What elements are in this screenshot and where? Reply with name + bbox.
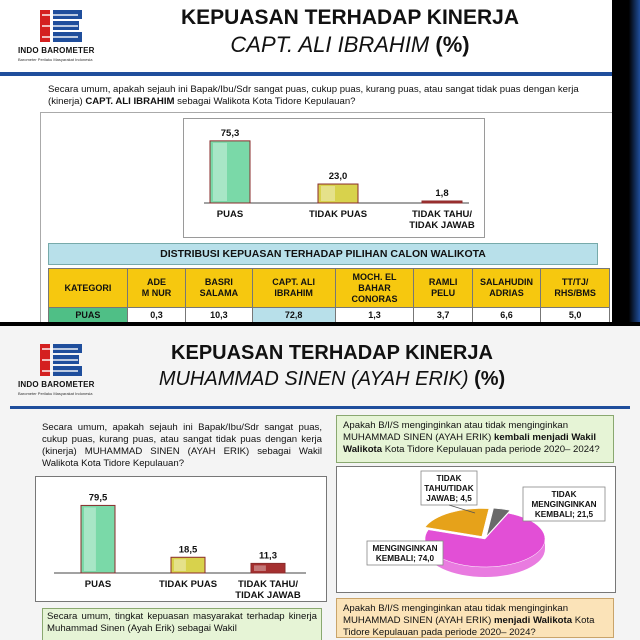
category-label: PUAS — [84, 579, 112, 590]
indo-barometer-logo-icon — [38, 8, 84, 44]
page-title — [122, 342, 542, 391]
bar-chart-ali — [183, 118, 485, 238]
slide-top — [0, 0, 612, 322]
svg-text:MENGINGINKAN: MENGINGINKAN — [531, 500, 597, 509]
svg-text:KEMBALI; 21,5: KEMBALI; 21,5 — [534, 510, 594, 519]
table-header: BASRI SALAMA — [186, 269, 253, 308]
pie-label — [421, 471, 477, 505]
table-header: KATEGORI — [49, 269, 128, 308]
bar-group — [251, 563, 285, 573]
svg-text:TIDAK: TIDAK — [551, 490, 577, 499]
question-text-left: Secara umum, apakah sejauh ini Bapak/Ibu/Sdr sangat puas, cukup puas, kurang puas, atau sangat tidak puas dengan kerja (kinerja) MUHAMMAD SINEN (AYAH ERIK) sebagai Wakil Walikota Kota Tidore Kepulauan? — [42, 422, 322, 469]
bar-value-label: 1,8 — [435, 188, 449, 199]
table-header: TT/TJ/ RHS/BMS — [541, 269, 610, 308]
category-label: TIDAK JAWAB — [235, 590, 301, 601]
logo — [18, 6, 108, 68]
logo-name: INDO BAROMETER — [18, 46, 95, 55]
distribution-table — [48, 268, 610, 322]
bar-highlight — [84, 507, 96, 571]
title-line1: KEPUASAN TERHADAP KINERJA — [181, 6, 519, 29]
pie-label — [523, 487, 605, 521]
title-pct: (%) — [435, 32, 470, 57]
bar-value-label: 11,3 — [259, 550, 277, 562]
bar-chart-sinen-canvas — [36, 477, 326, 601]
svg-text:TAHU/TIDAK: TAHU/TIDAK — [424, 484, 474, 493]
title-line1: KEPUASAN TERHADAP KINERJA — [171, 342, 493, 364]
bar — [422, 201, 462, 203]
svg-text:MENGINGINKAN: MENGINGINKAN — [372, 544, 438, 553]
title-name: MUHAMMAD SINEN (AYAH ERIK) — [158, 368, 469, 390]
question-text-right: Apakah B/I/S menginginkan atau tidak menginginkan MUHAMMAD SINEN (AYAH ERIK) kembali menjadi Wakil Walikota Kota Tidore Kepulauan pada periode 2020– 2024? — [336, 415, 614, 463]
bar-chart-sinen — [35, 476, 327, 602]
indo-barometer-logo-icon — [38, 342, 84, 378]
table-cell: 72,8 — [252, 308, 335, 323]
logo-tagline: Barometer Perilaku Masyarakat Indonesia — [18, 391, 93, 396]
bar-highlight — [254, 565, 266, 571]
svg-text:TIDAK: TIDAK — [436, 474, 462, 483]
question-text-bottom-left: Secara umum, tingkat kepuasan masyarakat terhadap kinerja Muhammad Sinen (Ayah Erik) sebagai Wakil — [42, 608, 322, 640]
category-label: TIDAK PUAS — [158, 579, 218, 590]
svg-text:JAWAB; 4,5: JAWAB; 4,5 — [426, 494, 472, 503]
pie-label — [367, 541, 443, 565]
bar-group — [171, 557, 205, 573]
bar-highlight — [213, 143, 227, 201]
table-cell: 0,3 — [127, 308, 185, 323]
bar-group — [422, 201, 462, 203]
bar-value-label: 79,5 — [88, 492, 108, 504]
category-label: TIDAK JAWAB — [409, 220, 475, 231]
svg-text:KEMBALI; 74,0: KEMBALI; 74,0 — [375, 554, 435, 563]
table-header: CAPT. ALI IBRAHIM — [252, 269, 335, 308]
pie-chart-sinen-canvas — [337, 467, 615, 592]
table-cell: 5,0 — [541, 308, 610, 323]
bar-chart-ali-canvas — [184, 119, 484, 237]
category-label: TIDAK TAHU/ — [238, 579, 298, 590]
header-divider — [10, 406, 630, 409]
bar-group — [81, 505, 115, 573]
table-header: MOCH. EL BAHAR CONORAS — [335, 269, 414, 308]
distribution-title: DISTRIBUSI KEPUASAN TERHADAP PILIHAN CALON WALIKOTA — [48, 243, 598, 265]
title-pct: (%) — [474, 368, 506, 390]
bar-group — [210, 141, 250, 203]
table-cell: PUAS — [49, 308, 128, 323]
bar-value-label: 23,0 — [328, 171, 348, 183]
logo-name: INDO BAROMETER — [18, 380, 95, 389]
table-cell: 3,7 — [414, 308, 472, 323]
table-cell: 1,3 — [335, 308, 414, 323]
category-label: TIDAK TAHU/ — [412, 209, 472, 220]
bar-highlight — [321, 186, 335, 201]
slide-bottom — [0, 326, 640, 640]
logo — [18, 340, 118, 402]
title-name: CAPT. ALI IBRAHIM — [230, 32, 430, 57]
table-cell: 10,3 — [186, 308, 253, 323]
table-header-row — [49, 269, 610, 308]
header-divider — [0, 72, 612, 76]
table-cell: 6,6 — [472, 308, 541, 323]
blue-edge-accent — [612, 0, 640, 322]
table-header: SALAHUDIN ADRIAS — [472, 269, 541, 308]
bar-highlight — [174, 559, 186, 571]
page-title — [120, 6, 580, 58]
question-text-bottom-right: Apakah B/I/S menginginkan atau tidak menginginkan MUHAMMAD SINEN (AYAH ERIK) menjadi Walikota Kota Tidore Kepulauan pada periode 2020– 2024? — [336, 598, 614, 638]
table-row — [49, 308, 610, 323]
bar-group — [318, 184, 358, 203]
pie-chart-sinen — [336, 466, 616, 593]
table-header: RAMLI PELU — [414, 269, 472, 308]
category-label: TIDAK PUAS — [308, 209, 368, 220]
logo-tagline: Barometer Perilaku Masyarakat Indonesia — [18, 57, 93, 62]
category-label: PUAS — [216, 209, 244, 220]
bar-value-label: 18,5 — [178, 544, 198, 556]
bar-value-label: 75,3 — [220, 127, 240, 139]
table-header: ADE M NUR — [127, 269, 185, 308]
question-text: Secara umum, apakah sejauh ini Bapak/Ibu/Sdr sangat puas, cukup puas, kurang puas, atau sangat tidak puas dengan kerja (kinerja) CAPT. ALI IBRAHIM sebagai Walikota Kota Tidore Kepulauan? — [48, 84, 579, 107]
